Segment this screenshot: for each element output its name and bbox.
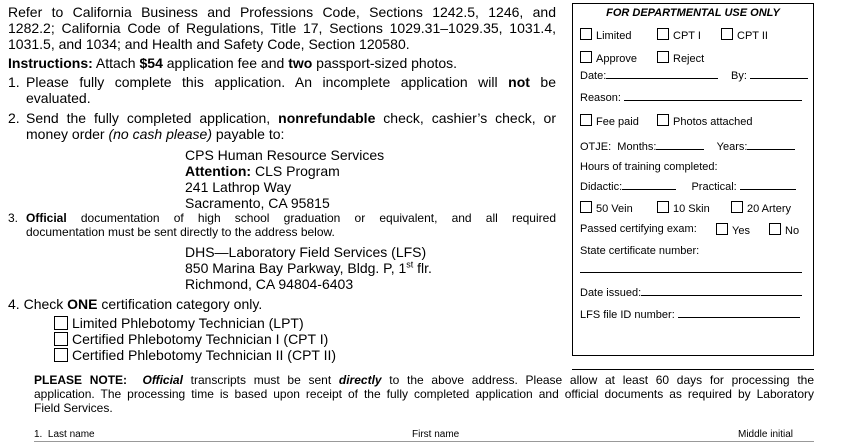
yes-label: Yes <box>732 225 750 237</box>
artery-label: 20 Artery <box>747 203 792 215</box>
lfs-file-field[interactable] <box>678 306 800 318</box>
fee-paid-checkbox[interactable] <box>580 114 592 126</box>
lfs-file-label: LFS file ID number: <box>580 309 675 321</box>
cps-address <box>185 147 384 211</box>
item-3-official: Official <box>26 211 67 225</box>
intro-line-2: 1282.2; California Code of Regulations, Title 17, Sections 1029.31–1029.35, 1031.4, <box>8 20 556 36</box>
note-label: PLEASE NOTE: <box>34 373 128 387</box>
instructions-text-3: passport-sized photos. <box>312 55 458 71</box>
date-field[interactable] <box>606 67 718 79</box>
note-directly: directly <box>338 373 382 387</box>
reject-checkbox[interactable] <box>657 51 669 63</box>
dhs-floor-sup: st <box>406 259 414 270</box>
note-text-2: to the above address. Please allow at least 60 days for processing the <box>381 373 815 387</box>
departmental-use-box <box>572 3 814 356</box>
item-2-no-cash: (no cash please) <box>108 126 212 142</box>
yes-checkbox[interactable] <box>716 223 728 235</box>
item-1-text-2: be <box>529 74 556 90</box>
item-4-number: 4. <box>8 296 20 312</box>
by-field[interactable] <box>750 67 808 79</box>
state-cert-field[interactable] <box>580 272 802 273</box>
option-cpt2-label: Certified Phlebotomy Technician II (CPT II) <box>72 347 337 363</box>
intro-paragraph <box>8 4 556 52</box>
by-label: By: <box>731 70 747 82</box>
hours-label: Hours of training completed: <box>580 161 718 173</box>
no-checkbox[interactable] <box>769 223 781 235</box>
practical-field[interactable] <box>740 178 796 190</box>
cpt2-checkbox[interactable] <box>54 348 68 362</box>
state-cert-label: State certificate number: <box>580 245 700 257</box>
date-issued-field[interactable] <box>641 284 802 296</box>
note-line-3: Field Services. <box>34 401 113 415</box>
option-cpt1-label: Certified Phlebotomy Technician I (CPT I) <box>72 331 329 347</box>
limited-label: Limited <box>596 30 632 42</box>
practical-label: Practical: <box>691 181 737 193</box>
years-field[interactable] <box>747 138 795 150</box>
date-issued-label: Date issued: <box>580 287 642 299</box>
reject-label: Reject <box>673 53 705 65</box>
dept-cpt2-checkbox[interactable] <box>721 28 733 40</box>
skin-label: 10 Skin <box>673 203 710 215</box>
last-name-label-group <box>34 429 95 441</box>
field-number: 1. <box>34 429 43 440</box>
cps-street: 241 Lathrop Way <box>185 179 292 195</box>
item-2-nonrefundable: nonrefundable <box>278 110 376 126</box>
vein-label: 50 Vein <box>596 203 633 215</box>
skin-checkbox[interactable] <box>657 201 669 213</box>
last-name-label: Last name <box>47 429 95 440</box>
cps-attention: CLS Program <box>251 163 340 179</box>
instructions-text-2: application fee and <box>162 55 289 71</box>
dhs-street: 850 Marina Bay Parkway, Bldg. P, 1 <box>185 260 407 276</box>
instructions-label: Instructions: <box>8 55 93 71</box>
option-lpt[interactable] <box>54 315 336 331</box>
item-1 <box>8 74 556 106</box>
cps-name: CPS Human Resource Services <box>185 147 385 163</box>
signature-line[interactable] <box>572 369 814 370</box>
months-field[interactable] <box>656 138 704 150</box>
item-3-line-2: documentation must be sent directly to the address below. <box>26 225 335 239</box>
approve-label: Approve <box>596 53 637 65</box>
item-4-one: ONE <box>67 296 98 312</box>
no-label: No <box>785 225 800 237</box>
item-2 <box>8 110 556 142</box>
intro-line-1: Refer to California Business and Professions Code, Sections 1242.5, 1246, and <box>8 4 556 20</box>
option-cpt2[interactable] <box>54 347 336 363</box>
lpt-checkbox[interactable] <box>54 316 68 330</box>
item-1-number: 1. <box>8 74 20 90</box>
otje-label: OTJE: <box>580 141 612 153</box>
years-label: Years: <box>716 141 748 153</box>
item-4-text-2: certification category only. <box>97 296 263 312</box>
item-2-number: 2. <box>8 110 20 126</box>
didactic-field[interactable] <box>622 178 676 190</box>
item-3-text: documentation of high school graduation or equivalent, and all required <box>66 211 556 225</box>
artery-checkbox[interactable] <box>731 201 743 213</box>
item-2-text-3: money order <box>26 126 109 142</box>
vein-checkbox[interactable] <box>580 201 592 213</box>
cps-city: Sacramento, CA 95815 <box>185 195 330 211</box>
item-4 <box>8 296 262 312</box>
dhs-city: Richmond, CA 94804-6403 <box>185 276 354 292</box>
dept-cpt2-label: CPT II <box>737 30 768 42</box>
certification-options <box>54 315 336 363</box>
item-2-text-2: check, cashier’s check, or <box>375 110 556 126</box>
passed-exam-label: Passed certifying exam: <box>580 223 697 235</box>
item-3-number: 3. <box>8 211 19 225</box>
instructions-fee: $54 <box>139 55 163 71</box>
date-label: Date: <box>580 70 607 82</box>
dept-title: FOR DEPARTMENTAL USE ONLY <box>606 7 780 19</box>
months-label: Months: <box>617 141 657 153</box>
dept-cpt1-checkbox[interactable] <box>657 28 669 40</box>
instructions-text: Attach <box>95 55 140 71</box>
middle-initial-label: Middle initial <box>738 429 794 440</box>
photos-attached-checkbox[interactable] <box>657 114 669 126</box>
didactic-label: Didactic: <box>580 181 623 193</box>
fee-paid-label: Fee paid <box>596 116 639 128</box>
item-2-text: Send the fully completed application, <box>26 110 279 126</box>
item-1-text: Please fully complete this application. An incomplete application will <box>26 74 509 90</box>
instructions <box>8 55 457 71</box>
item-1-not: not <box>508 74 530 90</box>
option-lpt-label: Limited Phlebotomy Technician (LPT) <box>72 315 304 331</box>
option-cpt1[interactable] <box>54 331 336 347</box>
cps-attention-label: Attention: <box>185 163 252 179</box>
please-note <box>34 373 814 415</box>
reason-field[interactable] <box>624 89 802 101</box>
approve-checkbox[interactable] <box>580 51 592 63</box>
note-line-2: application. The processing time is based upon receipt of the fully completed application and official documents as required by Laboratory <box>34 387 814 401</box>
item-2-text-4: payable to: <box>212 126 285 142</box>
item-4-text: Check <box>23 296 68 312</box>
reason-label: Reason: <box>580 92 621 104</box>
dhs-address <box>185 244 432 292</box>
dept-cpt1-label: CPT I <box>673 30 701 42</box>
dhs-street-b: flr. <box>413 260 432 276</box>
limited-checkbox[interactable] <box>580 28 592 40</box>
instructions-two: two <box>288 55 313 71</box>
item-3 <box>8 211 556 239</box>
cpt1-checkbox[interactable] <box>54 332 68 346</box>
note-text: transcripts must be sent <box>182 373 339 387</box>
dhs-name: DHS—Laboratory Field Services (LFS) <box>185 244 427 260</box>
photos-attached-label: Photos attached <box>673 116 753 128</box>
note-official: Official <box>142 373 183 387</box>
intro-line-3: 1031.5, and 1034; and Health and Safety Code, Section 120580. <box>8 36 410 52</box>
first-name-label: First name <box>412 429 460 440</box>
item-1-line-2: evaluated. <box>26 90 91 106</box>
